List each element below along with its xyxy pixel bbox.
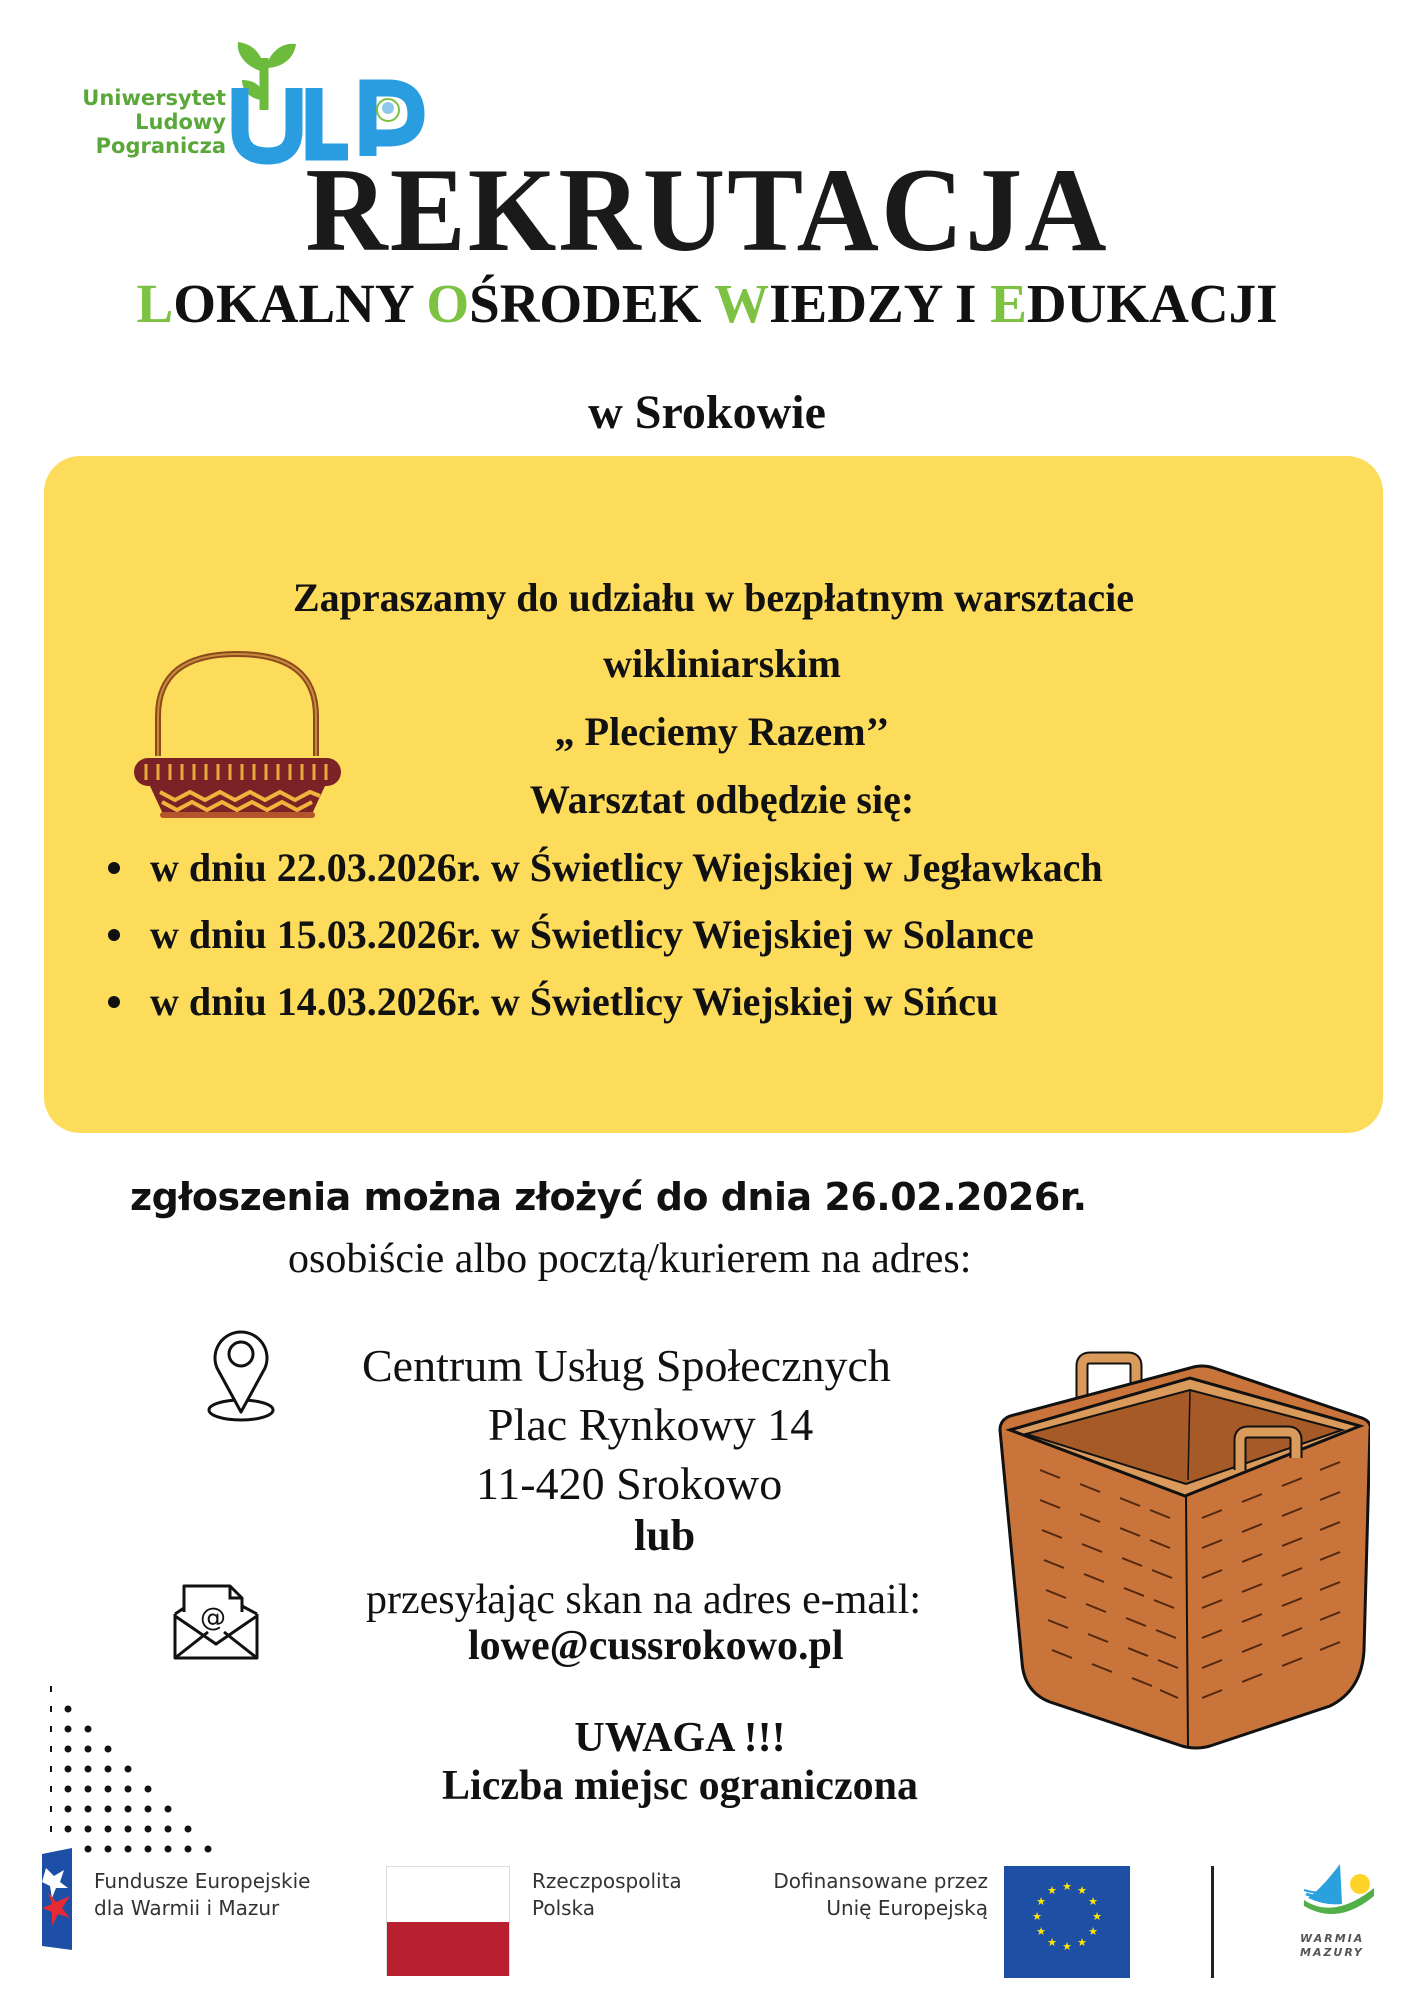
email-link[interactable]: lowe@cussrokowo.pl bbox=[468, 1623, 844, 1669]
rp-logo-text bbox=[532, 1868, 682, 1922]
address-line-1: Centrum Usług Społecznych bbox=[362, 1340, 891, 1391]
workshop-date-item bbox=[100, 968, 1103, 1035]
workshop-name: „ Pleciemy Razem’’ bbox=[554, 709, 890, 754]
subtitle-rest-2: ŚRODEK bbox=[469, 273, 715, 334]
large-basket-icon bbox=[990, 1350, 1370, 1750]
svg-text:★: ★ bbox=[1077, 1936, 1087, 1949]
warmia-mazury-logo-icon bbox=[1298, 1860, 1378, 1934]
wm-line-1: WARMIA bbox=[1300, 1932, 1365, 1945]
eu-line-2: Unię Europejską bbox=[826, 1896, 988, 1920]
svg-text:★: ★ bbox=[1032, 1910, 1042, 1923]
workshop-dates-list bbox=[100, 834, 1103, 1035]
svg-text:★: ★ bbox=[1062, 1880, 1072, 1893]
warmia-mazury-text bbox=[1300, 1932, 1364, 1960]
application-method: osobiście albo pocztą/kurierem na adres: bbox=[288, 1236, 972, 1282]
svg-text:@: @ bbox=[200, 1603, 226, 1633]
address-line-3: 11-420 Srokowo bbox=[476, 1458, 783, 1509]
rp-line-1: Rzeczpospolita bbox=[532, 1869, 682, 1893]
invitation-line-4: Warsztat odbędzie się: bbox=[529, 777, 915, 822]
application-deadline: zgłoszenia można złożyć do dnia 26.02.2026r. bbox=[130, 1175, 1087, 1219]
invitation-line-2: wikliniarskim bbox=[603, 641, 841, 686]
footer-divider bbox=[1211, 1866, 1214, 1978]
subtitle bbox=[0, 272, 1414, 336]
svg-text:★: ★ bbox=[1092, 1910, 1102, 1923]
svg-text:★: ★ bbox=[1088, 1925, 1098, 1938]
svg-text:★: ★ bbox=[1036, 1925, 1046, 1938]
logo-line-1: Uniwersytet bbox=[82, 86, 226, 110]
subtitle-accent-4: E bbox=[990, 273, 1027, 334]
svg-text:★: ★ bbox=[1047, 1884, 1057, 1897]
dot-pattern-decoration bbox=[48, 1682, 228, 1854]
svg-text:★: ★ bbox=[1047, 1936, 1057, 1949]
workshop-date-item bbox=[100, 834, 1103, 901]
polish-flag-icon bbox=[386, 1866, 510, 1976]
location-heading: w Srokowie bbox=[588, 386, 826, 439]
svg-text:★: ★ bbox=[1062, 1940, 1072, 1953]
logo-line-2: Ludowy bbox=[135, 110, 226, 134]
wm-line-2: MAZURY bbox=[1300, 1946, 1364, 1959]
workshop-date-text: w dniu 14.03.2026r. w Świetlicy Wiejskiej w Sińcu bbox=[150, 979, 999, 1024]
or-label: lub bbox=[634, 1511, 696, 1560]
svg-text:★: ★ bbox=[1036, 1895, 1046, 1908]
subtitle-accent-1: L bbox=[136, 273, 174, 334]
email-intro: przesyłając skan na adres e-mail: bbox=[366, 1577, 922, 1623]
svg-text:★: ★ bbox=[1077, 1884, 1087, 1897]
workshop-date-text: w dniu 22.03.2026r. w Świetlicy Wiejskiej w Jegławkach bbox=[150, 845, 1103, 890]
subtitle-rest-3: IEDZY I bbox=[769, 273, 991, 334]
fundusze-europejskie-logo-icon bbox=[42, 1848, 76, 1950]
workshop-date-text: w dniu 15.03.2026r. w Świetlicy Wiejskiej w Solance bbox=[150, 912, 1034, 957]
logo-line-3: Pogranicza bbox=[95, 134, 226, 158]
fe-line-1: Fundusze Europejskie bbox=[94, 1869, 311, 1893]
svg-text:★: ★ bbox=[1088, 1895, 1098, 1908]
notice-text: Liczba miejsc ograniczona bbox=[442, 1763, 918, 1809]
rp-line-2: Polska bbox=[532, 1896, 596, 1920]
bullet-icon bbox=[108, 996, 120, 1008]
notice-title: UWAGA !!! bbox=[574, 1715, 786, 1761]
workshop-date-item bbox=[100, 901, 1103, 968]
subtitle-accent-3: W bbox=[714, 273, 770, 334]
subtitle-accent-2: O bbox=[426, 273, 470, 334]
address-line-2: Plac Rynkowy 14 bbox=[488, 1399, 814, 1450]
fe-line-2: dla Warmii i Mazur bbox=[94, 1896, 280, 1920]
eu-funding-text bbox=[740, 1868, 988, 1922]
bullet-icon bbox=[108, 862, 120, 874]
eu-line-1: Dofinansowane przez bbox=[773, 1869, 988, 1893]
invitation-line-1: Zapraszamy do udziału w bezpłatnym warsztacie bbox=[292, 575, 1135, 620]
bullet-icon bbox=[108, 929, 120, 941]
email-envelope-icon bbox=[172, 1582, 260, 1662]
subtitle-rest-1: OKALNY bbox=[173, 273, 427, 334]
location-pin-icon bbox=[205, 1326, 277, 1422]
page-title: REKRUTACJA bbox=[305, 142, 1109, 277]
eu-flag-icon bbox=[1004, 1866, 1130, 1978]
fe-logo-text bbox=[94, 1868, 310, 1922]
subtitle-rest-4: DUKACJI bbox=[1026, 273, 1278, 334]
